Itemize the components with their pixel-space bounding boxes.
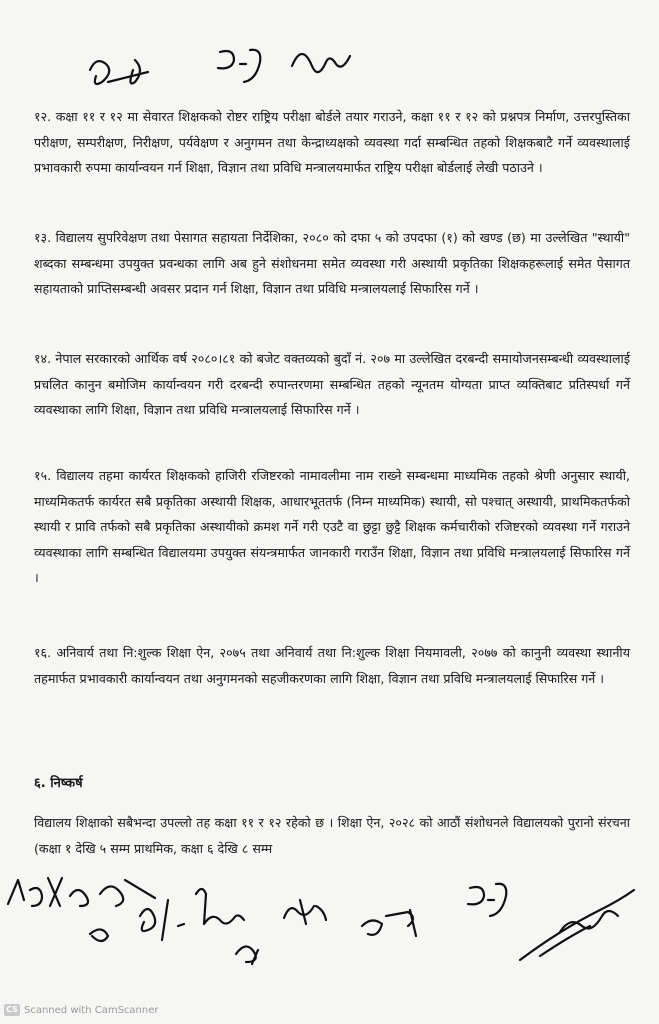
watermark-text: Scanned with CamScanner <box>24 1004 159 1016</box>
camscanner-watermark <box>4 1004 159 1016</box>
paragraph-13: १३. विद्यालय सुपरिवेक्षण तथा पेसागत सहायता निर्देशिका, २०८० को दफा ५ को उपदफा (१) को खण्ड (छ) मा उल्लेखित "स्थायी" शब्दका सम्बन्धमा उपयुक्त प्रवन्धका लागि अब हुने संशोधनमा समेत व्यवस्था गरी अस्थायी प्रकृतिका शिक्षकहरूलाई समेत पेसागत सहायताको प्राप्तिसम्बन्धी अवसर प्रदान गर्न शिक्षा, विज्ञान तथा प्रविधि मन्त्रालयलाई सिफारिस गर्ने । <box>34 230 630 296</box>
signature-group-bottom <box>0 860 659 990</box>
conclusion-paragraph: विद्यालय शिक्षाको सबैभन्दा उपल्लो तह कक्षा ११ र १२ रहेको छ । शिक्षा ऐन, २०२८ को आठौं संशोधनले विद्यालयको पुरानो संरचना (कक्षा १ देखि ५ सम्म प्राथमिक, कक्षा ६ देखि ८ सम्म <box>34 815 630 856</box>
camscanner-logo-icon: CS <box>4 1004 20 1016</box>
paragraph-12: १२. कक्षा ११ र १२ मा सेवारत शिक्षकको रोष्टर राष्ट्रिय परीक्षा बोर्डले तयार गराउने, कक्षा ११ र १२ को प्रश्नपत्र निर्माण, उत्तरपुस्तिका परीक्षण, सम्परीक्षण, निरीक्षण, पर्यवेक्षण र अनुगमन तथा केन्द्राध्यक्षको व्यवस्था गर्दा सम्बन्धित तहको शिक्षकबाटै गर्ने व्यवस्थालाई प्रभावकारी रुपमा कार्यान्वयन गर्न शिक्षा, विज्ञान तथा प्रविधि मन्त्रालयमार्फत राष्ट्रिय परीक्षा बोर्डलाई लेखी पठाउने । <box>34 109 630 175</box>
paragraph-15: १५. विद्यालय तहमा कार्यरत शिक्षकको हाजिरी रजिष्टरको नामावलीमा नाम राख्ने सम्बन्धमा माध्यमिक तहको श्रेणी अनुसार स्थायी, माध्यमिकतर्फ कार्यरत सबै प्रकृतिका अस्थायी शिक्षक, आधारभूततर्फ (निम्न माध्यमिक) स्थायी, सो पश्चात् अस्थायी, प्राथमिकतर्फको स्थायी र प्रावि तर्फको सबै प्रकृतिका अस्थायीको क्रमश गर्ने गरी एउटै वा छुट्टा छुट्टै शिक्षक कर्मचारीको रजिष्टरको व्यवस्था गर्ने गराउने व्यवस्थाका लागि सम्बन्धित विद्यालयमा उपयुक्त संयन्त्रमार्फत जानकारी गराउँन शिक्षा, विज्ञान तथा प्रविधि मन्त्रालयलाई सिफारिस गर्ने । <box>34 468 630 585</box>
paragraph-14: १४. नेपाल सरकारको आर्थिक वर्ष २०८०।८१ को बजेट वक्तव्यको बुदाँ नं. २०७ मा उल्लेखित दरबन्दी समायोजनसम्बन्धी व्यवस्थालाई प्रचलित कानुन बमोजिम कार्यान्वयन गरी दरबन्दी रुपान्तरणमा सम्बन्धित तहको न्यूनतम योग्यता प्राप्त व्यक्तिबाट प्रतिस्पर्धा गर्ने व्यवस्थाका लागि शिक्षा, विज्ञान तथा प्रविधि मन्त्रालयलाई सिफारिस गर्ने । <box>34 351 630 417</box>
signature-group-top <box>80 30 380 110</box>
paragraph-16: १६. अनिवार्य तथा नि:शुल्क शिक्षा ऐन, २०७५ तथा अनिवार्य तथा नि:शुल्क शिक्षा नियमावली, २०७७ को कानुनी व्यवस्था स्थानीय तहमार्फत प्रभावकारी कार्यान्वयन तथा अनुगमनको सहजीकरणका लागि शिक्षा, विज्ञान तथा प्रविधि मन्त्रालयलाई सिफारिस गर्ने । <box>34 645 630 686</box>
section-heading-conclusion: ६. निष्कर्ष <box>34 776 83 791</box>
